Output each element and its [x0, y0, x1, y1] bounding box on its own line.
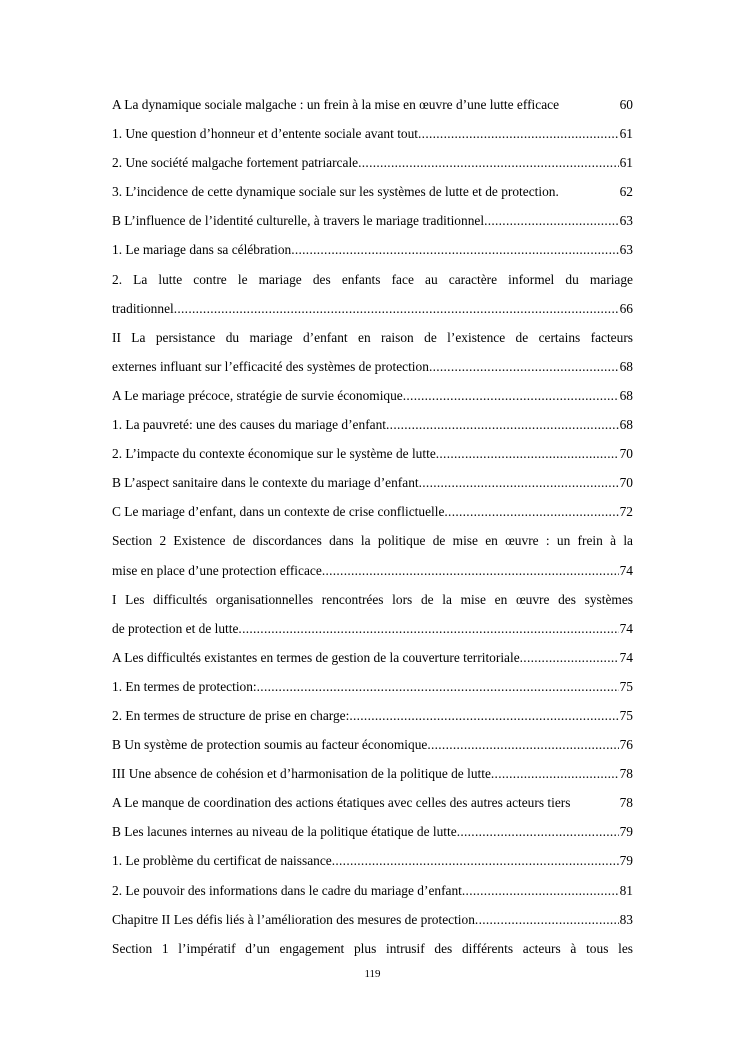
toc-entry[interactable]	[112, 735, 633, 764]
toc-entry[interactable]: Section 1 l’impératif d’un engagement plus intrusif des différents acteurs à tous les	[112, 940, 633, 956]
toc-entry[interactable]: Section 2 Existence de discordances dans la politique de mise en œuvre : un frein à la	[112, 533, 633, 549]
toc-entry[interactable]: 2. La lutte contre le mariage des enfants face au caractère informel du mariage	[112, 271, 633, 287]
toc-entry[interactable]	[112, 881, 633, 910]
toc-entry[interactable]	[112, 822, 633, 851]
toc-entry[interactable]	[112, 240, 633, 269]
toc-entry-title: 2. Une société malgache fortement patriarcale	[112, 155, 359, 171]
toc-entry[interactable]	[112, 851, 633, 880]
toc-entry-page: 63	[619, 242, 633, 258]
toc-entry[interactable]	[112, 473, 633, 502]
toc-entry-title: A Le mariage précoce, stratégie de survie économique	[112, 387, 403, 403]
toc-entry[interactable]	[112, 124, 633, 153]
toc-entry[interactable]	[112, 648, 633, 677]
toc-entry-page: 72	[619, 504, 633, 520]
dot-leader	[257, 677, 619, 697]
toc-entry[interactable]	[112, 95, 633, 124]
dot-leader	[322, 561, 619, 581]
table-of-contents	[112, 95, 633, 968]
dot-leader	[358, 153, 618, 173]
toc-entry-page: 83	[619, 911, 633, 927]
dot-leader	[332, 851, 619, 871]
dot-leader	[491, 764, 619, 784]
toc-entry-title: C Le mariage d’enfant, dans un contexte de crise conflictuelle	[112, 504, 445, 520]
toc-entry[interactable]	[112, 677, 633, 706]
toc-entry[interactable]	[112, 182, 633, 211]
toc-entry-title: 2. En termes de structure de prise en charge:	[112, 707, 350, 723]
toc-entry-page: 68	[619, 358, 633, 374]
toc-entry-page: 61	[619, 155, 633, 171]
toc-entry-page: 70	[619, 475, 633, 491]
dot-leader	[429, 357, 619, 377]
toc-entry-page: 79	[619, 824, 633, 840]
toc-entry[interactable]	[112, 299, 633, 328]
toc-entry[interactable]	[112, 153, 633, 182]
toc-entry[interactable]	[112, 910, 633, 939]
toc-entry[interactable]	[112, 444, 633, 473]
toc-entry-title: 2. L’impacte du contexte économique sur le système de lutte	[112, 446, 436, 462]
dot-leader	[418, 124, 619, 144]
toc-entry-page: 74	[619, 562, 633, 578]
toc-entry-page: 75	[619, 678, 633, 694]
toc-entry-title: A Les difficultés existantes en termes de gestion de la couverture territoriale	[112, 649, 520, 665]
toc-entry-title: Chapitre II Les défis liés à l’amélioration des mesures de protection	[112, 911, 475, 927]
toc-entry-title: externes influant sur l’efficacité des systèmes de protection	[112, 358, 429, 374]
toc-entry-title: III Une absence de cohésion et d’harmonisation de la politique de lutte	[112, 766, 491, 782]
toc-entry-title: 1. Une question d’honneur et d’entente sociale avant tout	[112, 126, 419, 142]
toc-entry[interactable]	[112, 415, 633, 444]
toc-entry[interactable]	[112, 793, 633, 822]
toc-entry-page: 63	[619, 213, 633, 229]
toc-entry-title: mise en place d’une protection efficace	[112, 562, 322, 578]
toc-entry[interactable]	[112, 502, 633, 531]
toc-entry-page: 79	[619, 853, 633, 869]
toc-entry-page: 70	[619, 446, 633, 462]
dot-leader	[349, 706, 618, 726]
toc-entry-page: 66	[619, 300, 633, 316]
dot-leader	[419, 473, 619, 493]
toc-entry[interactable]: I Les difficultés organisationnelles rencontrées lors de la mise en œuvre des systèmes	[112, 591, 633, 607]
toc-entry[interactable]	[112, 211, 633, 240]
toc-entry-title: 1. Le mariage dans sa célébration	[112, 242, 292, 258]
toc-entry-title: 1. Le problème du certificat de naissance	[112, 853, 332, 869]
page-number: 119	[364, 968, 381, 980]
dot-leader	[484, 211, 619, 231]
toc-entry-title: B L’aspect sanitaire dans le contexte du mariage d’enfant	[112, 475, 419, 491]
dot-leader	[403, 386, 619, 406]
dot-leader	[436, 444, 619, 464]
toc-entry[interactable]	[112, 619, 633, 648]
toc-entry-title: 2. Le pouvoir des informations dans le cadre du mariage d’enfant	[112, 882, 462, 898]
toc-entry-page: 78	[619, 766, 633, 782]
toc-entry[interactable]	[112, 561, 633, 590]
toc-entry-title: traditionnel	[112, 300, 174, 316]
dot-leader	[291, 240, 618, 260]
dot-leader	[475, 910, 619, 930]
toc-entry-title: 1. La pauvreté: une des causes du mariage d’enfant	[112, 417, 387, 433]
dot-leader	[444, 502, 618, 522]
dot-leader	[427, 735, 618, 755]
toc-entry[interactable]	[112, 386, 633, 415]
toc-entry-page: 60	[619, 97, 633, 112]
toc-entry-title: 1. En termes de protection:	[112, 678, 257, 694]
toc-entry-title: A Le manque de coordination des actions étatiques avec celles des autres acteurs tiers	[112, 795, 571, 811]
toc-entry[interactable]	[112, 357, 633, 386]
toc-entry-page: 74	[619, 620, 633, 636]
dot-leader	[174, 299, 619, 319]
toc-entry-page: 68	[619, 387, 633, 403]
toc-entry-title: B Un système de protection soumis au facteur économique	[112, 737, 428, 753]
toc-entry[interactable]	[112, 764, 633, 793]
toc-entry-page: 78	[619, 795, 633, 811]
toc-entry-title: B L’influence de l’identité culturelle, à travers le mariage traditionnel	[112, 213, 485, 229]
toc-entry-title: B Les lacunes internes au niveau de la politique étatique de lutte	[112, 824, 457, 840]
toc-entry[interactable]	[112, 706, 633, 735]
toc-entry-page: 75	[619, 707, 633, 723]
toc-entry-page: 76	[619, 737, 633, 753]
toc-entry-page: 81	[619, 882, 633, 898]
dot-leader	[520, 648, 619, 668]
toc-entry-page: 62	[619, 184, 633, 200]
toc-entry-title: 3. L’incidence de cette dynamique sociale sur les systèmes de lutte et de protection.	[112, 184, 559, 200]
dot-leader	[462, 881, 619, 901]
toc-entry-page: 68	[619, 417, 633, 433]
dot-leader	[386, 415, 619, 435]
dot-leader	[457, 822, 619, 842]
dot-leader	[238, 619, 618, 639]
toc-entry-title: de protection et de lutte	[112, 620, 239, 636]
toc-entry-page: 61	[619, 126, 633, 142]
toc-entry-title: A La dynamique sociale malgache : un frein à la mise en œuvre d’une lutte efficace	[112, 97, 560, 112]
toc-entry[interactable]: II La persistance du mariage d’enfant en raison de l’existence de certains facteurs	[112, 329, 633, 345]
toc-entry-page: 74	[619, 649, 633, 665]
